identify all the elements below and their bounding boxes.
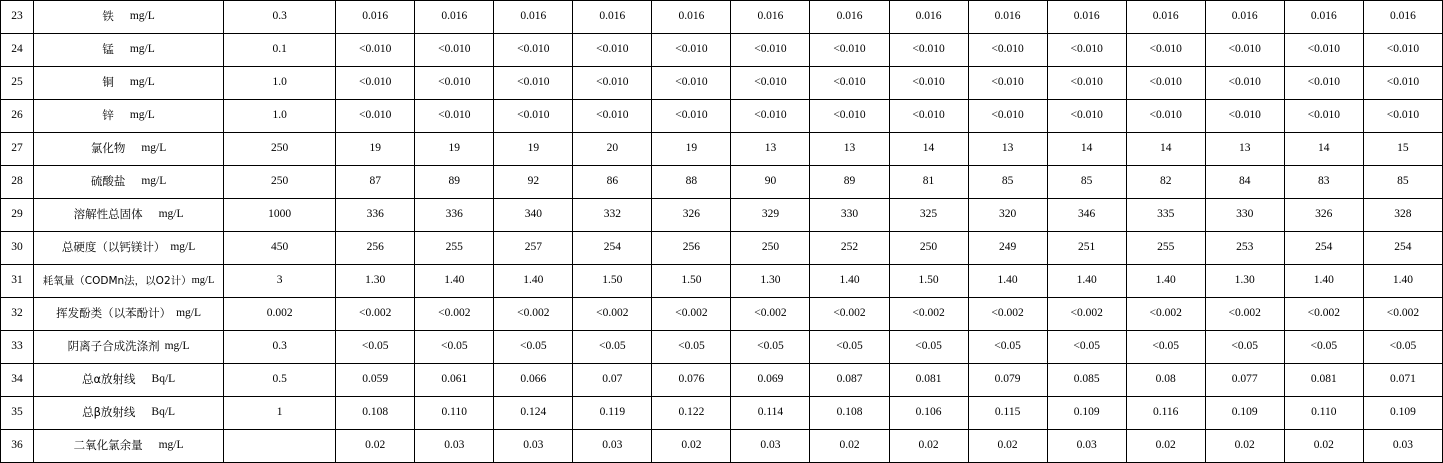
row-index-cell: 28 [1,166,34,199]
measurement-cell: 0.081 [889,364,968,397]
measurement-cell: 0.079 [968,364,1047,397]
measurement-cell: <0.002 [652,298,731,331]
measurement-cell: 256 [336,232,415,265]
measurement-cell: 335 [1126,199,1205,232]
measurement-cell: <0.05 [1047,331,1126,364]
measurement-cell: <0.05 [1284,331,1363,364]
parameter-unit: mg/L [164,340,190,353]
measurement-cell: <0.010 [731,67,810,100]
measurement-cell: 1.40 [494,265,573,298]
measurement-cell: <0.010 [1363,100,1442,133]
limit-value-cell: 0.5 [224,364,336,397]
table-row [1,100,1443,133]
measurement-cell: 0.016 [336,1,415,34]
row-index-cell: 31 [1,265,34,298]
measurement-cell: 0.108 [810,397,889,430]
measurement-cell: 89 [415,166,494,199]
measurement-cell: <0.002 [1047,298,1126,331]
measurement-cell: <0.05 [336,331,415,364]
measurement-cell: 1.40 [810,265,889,298]
measurement-cell: 0.076 [652,364,731,397]
measurement-cell: 14 [889,133,968,166]
measurement-cell: 0.03 [573,430,652,463]
measurement-cell: <0.05 [573,331,652,364]
measurement-cell: <0.010 [1047,67,1126,100]
limit-value-cell: 1.0 [224,67,336,100]
measurement-cell: 84 [1205,166,1284,199]
measurement-cell: 19 [336,133,415,166]
parameter-name: 总β放射线 [82,405,136,420]
measurement-cell: <0.002 [1205,298,1284,331]
measurement-cell: 0.016 [1205,1,1284,34]
measurement-cell: 0.066 [494,364,573,397]
measurement-cell: 0.03 [1363,430,1442,463]
table-row [1,67,1443,100]
measurement-cell: <0.010 [889,67,968,100]
measurement-cell: <0.010 [652,34,731,67]
measurement-cell: 0.124 [494,397,573,430]
measurement-cell: <0.010 [1363,67,1442,100]
measurement-cell: 1.50 [573,265,652,298]
measurement-cell: <0.010 [336,67,415,100]
parameter-unit: mg/L [191,274,215,286]
parameter-name: 锰 [102,42,114,57]
measurement-cell: 15 [1363,133,1442,166]
parameter-name: 阴离子合成洗涤剂 [67,339,160,354]
parameter-name-cell [34,100,224,133]
parameter-name-cell [34,331,224,364]
parameter-unit: mg/L [141,175,167,188]
limit-value-cell: 250 [224,133,336,166]
measurement-cell: 1.40 [1363,265,1442,298]
table-row [1,364,1443,397]
measurement-cell: 330 [810,199,889,232]
measurement-cell: 325 [889,199,968,232]
measurement-cell: 0.106 [889,397,968,430]
measurement-cell: 0.02 [652,430,731,463]
measurement-cell: <0.010 [1284,100,1363,133]
measurement-cell: 0.016 [889,1,968,34]
measurement-cell: 329 [731,199,810,232]
measurement-cell: 0.02 [968,430,1047,463]
measurement-cell: <0.010 [731,100,810,133]
table-row [1,265,1443,298]
parameter-name: 锌 [102,108,114,123]
measurement-cell: 81 [889,166,968,199]
measurement-cell: <0.010 [415,100,494,133]
measurement-cell: 254 [1284,232,1363,265]
measurement-cell: <0.010 [810,34,889,67]
limit-value-cell: 1.0 [224,100,336,133]
measurement-cell: 0.110 [415,397,494,430]
measurement-cell: 86 [573,166,652,199]
measurement-cell: 336 [336,199,415,232]
measurement-cell: <0.010 [1205,34,1284,67]
parameter-name: 耗氧量（CODMn法，以O2计） [42,274,192,287]
measurement-cell: 0.016 [573,1,652,34]
parameter-name-cell [34,232,224,265]
row-index-cell: 36 [1,430,34,463]
measurement-cell: 249 [968,232,1047,265]
measurement-cell: <0.002 [1363,298,1442,331]
measurement-cell: 87 [336,166,415,199]
measurement-cell: 1.40 [1047,265,1126,298]
parameter-name: 溶解性总固体 [73,207,143,222]
table-row [1,133,1443,166]
parameter-unit: mg/L [170,241,196,254]
measurement-cell: 0.016 [415,1,494,34]
measurement-cell: 0.03 [1047,430,1126,463]
measurement-cell: <0.002 [810,298,889,331]
measurement-cell: 0.071 [1363,364,1442,397]
measurement-cell: 1.50 [652,265,731,298]
measurement-cell: <0.002 [415,298,494,331]
row-index-cell: 26 [1,100,34,133]
measurement-cell: <0.05 [968,331,1047,364]
parameter-name-cell [34,133,224,166]
measurement-cell: 250 [889,232,968,265]
measurement-cell: <0.010 [1126,67,1205,100]
measurement-cell: <0.010 [1205,67,1284,100]
measurement-cell: 0.016 [1126,1,1205,34]
parameter-name: 铜 [102,75,114,90]
row-index-cell: 30 [1,232,34,265]
measurement-cell: 85 [1047,166,1126,199]
measurement-cell: <0.010 [1284,34,1363,67]
measurement-cell: 0.109 [1205,397,1284,430]
parameter-name-cell [34,166,224,199]
measurement-cell: 0.016 [494,1,573,34]
measurement-cell: 1.40 [1126,265,1205,298]
parameter-name-cell [34,1,224,34]
measurement-cell: 1.30 [731,265,810,298]
table-row [1,397,1443,430]
measurement-cell: 14 [1047,133,1126,166]
measurement-cell: <0.010 [494,34,573,67]
measurement-cell: 82 [1126,166,1205,199]
measurement-cell: 83 [1284,166,1363,199]
measurement-cell: <0.002 [731,298,810,331]
measurement-cell: 0.016 [652,1,731,34]
measurement-cell: 89 [810,166,889,199]
measurement-cell: <0.002 [1284,298,1363,331]
measurement-cell: <0.010 [889,34,968,67]
limit-value-cell: 250 [224,166,336,199]
measurement-cell: 0.02 [336,430,415,463]
measurement-cell: 250 [731,232,810,265]
parameter-unit: mg/L [158,208,184,221]
limit-value-cell: 0.002 [224,298,336,331]
measurement-cell: 0.119 [573,397,652,430]
measurement-cell: 1.50 [889,265,968,298]
measurement-cell: 326 [652,199,731,232]
measurement-cell: <0.05 [1205,331,1284,364]
measurement-cell: 0.07 [573,364,652,397]
measurement-cell: 0.02 [1284,430,1363,463]
measurement-cell: 1.40 [1284,265,1363,298]
measurement-cell: <0.010 [415,34,494,67]
parameter-unit: mg/L [176,307,202,320]
measurement-cell: 256 [652,232,731,265]
measurement-cell: 254 [1363,232,1442,265]
measurement-cell: 336 [415,199,494,232]
measurement-cell: 85 [968,166,1047,199]
measurement-cell: <0.05 [1126,331,1205,364]
measurement-cell: 328 [1363,199,1442,232]
measurement-cell: <0.010 [415,67,494,100]
measurement-cell: <0.05 [415,331,494,364]
parameter-name: 氯化物 [90,141,126,156]
row-index-cell: 34 [1,364,34,397]
measurement-cell: <0.010 [573,67,652,100]
parameter-name: 二氧化氯余量 [73,438,143,453]
measurement-cell: <0.010 [494,67,573,100]
measurement-cell: <0.010 [573,34,652,67]
row-index-cell: 33 [1,331,34,364]
measurement-cell: 1.40 [968,265,1047,298]
row-index-cell: 32 [1,298,34,331]
measurement-cell: 0.109 [1047,397,1126,430]
measurement-cell: <0.010 [810,100,889,133]
measurement-cell: 0.016 [731,1,810,34]
row-index-cell: 24 [1,34,34,67]
measurement-cell: 85 [1363,166,1442,199]
measurement-cell: <0.010 [810,67,889,100]
parameter-name-cell [34,34,224,67]
limit-value-cell [224,430,336,463]
limit-value-cell: 1 [224,397,336,430]
table-row [1,166,1443,199]
measurement-cell: 0.016 [1284,1,1363,34]
measurement-cell: 0.02 [1126,430,1205,463]
measurement-cell: <0.002 [968,298,1047,331]
measurement-cell: <0.05 [731,331,810,364]
parameter-name: 硫酸盐 [90,174,126,189]
parameter-unit: mg/L [129,43,155,56]
measurement-cell: 0.059 [336,364,415,397]
measurement-cell: <0.002 [889,298,968,331]
parameter-name-cell [34,265,224,298]
limit-value-cell: 0.1 [224,34,336,67]
parameter-unit: mg/L [141,142,167,155]
measurement-cell: <0.05 [494,331,573,364]
measurement-cell: <0.010 [1205,100,1284,133]
measurement-cell: 0.116 [1126,397,1205,430]
parameter-unit: mg/L [129,76,155,89]
measurement-cell: 0.115 [968,397,1047,430]
measurement-cell: 0.08 [1126,364,1205,397]
measurement-cell: 252 [810,232,889,265]
measurement-cell: 0.109 [1363,397,1442,430]
measurement-cell: 251 [1047,232,1126,265]
measurement-cell: 19 [652,133,731,166]
parameter-name-cell [34,199,224,232]
parameter-name: 总α放射线 [81,372,136,387]
measurement-cell: 0.016 [1047,1,1126,34]
measurement-cell: 0.077 [1205,364,1284,397]
measurement-cell: <0.010 [1126,100,1205,133]
table-row [1,331,1443,364]
parameter-name: 总硬度（以钙镁计） [61,240,166,255]
row-index-cell: 35 [1,397,34,430]
measurement-cell: 0.02 [889,430,968,463]
measurement-cell: 0.03 [415,430,494,463]
measurement-cell: <0.05 [652,331,731,364]
measurement-cell: 253 [1205,232,1284,265]
measurement-cell: 254 [573,232,652,265]
row-index-cell: 25 [1,67,34,100]
measurement-cell: 1.40 [415,265,494,298]
measurement-cell: <0.010 [1047,100,1126,133]
measurement-cell: 0.03 [494,430,573,463]
measurement-cell: 0.03 [731,430,810,463]
measurement-cell: 255 [1126,232,1205,265]
parameter-name-cell [34,430,224,463]
table-row [1,430,1443,463]
row-index-cell: 23 [1,1,34,34]
table-row [1,232,1443,265]
measurement-cell: <0.002 [1126,298,1205,331]
measurement-cell: <0.010 [1284,67,1363,100]
measurement-cell: 13 [1205,133,1284,166]
parameter-unit: mg/L [129,10,155,23]
measurement-cell: 0.069 [731,364,810,397]
measurement-cell: <0.010 [1126,34,1205,67]
measurement-cell: <0.010 [336,100,415,133]
measurement-cell: <0.010 [889,100,968,133]
measurement-cell: 0.087 [810,364,889,397]
parameter-unit: mg/L [158,439,184,452]
measurement-cell: 257 [494,232,573,265]
measurement-cell: 0.110 [1284,397,1363,430]
measurement-cell: 0.108 [336,397,415,430]
measurement-cell: <0.05 [889,331,968,364]
measurement-cell: <0.010 [968,34,1047,67]
measurement-cell: 13 [968,133,1047,166]
measurement-cell: 0.114 [731,397,810,430]
table-row [1,298,1443,331]
measurement-cell: <0.010 [494,100,573,133]
limit-value-cell: 450 [224,232,336,265]
measurement-cell: <0.010 [573,100,652,133]
measurement-cell: 19 [415,133,494,166]
measurement-cell: 0.081 [1284,364,1363,397]
measurement-cell: <0.05 [810,331,889,364]
measurement-cell: 330 [1205,199,1284,232]
measurement-cell: <0.010 [968,67,1047,100]
measurement-cell: 0.061 [415,364,494,397]
row-index-cell: 27 [1,133,34,166]
measurement-cell: 0.02 [1205,430,1284,463]
measurement-cell: <0.002 [573,298,652,331]
measurement-cell: <0.010 [1047,34,1126,67]
measurement-cell: 13 [731,133,810,166]
measurement-cell: 320 [968,199,1047,232]
measurement-cell: 0.02 [810,430,889,463]
measurement-cell: <0.010 [336,34,415,67]
limit-value-cell: 0.3 [224,331,336,364]
limit-value-cell: 0.3 [224,1,336,34]
parameter-unit: Bq/L [151,406,176,419]
measurement-cell: 340 [494,199,573,232]
measurement-cell: 20 [573,133,652,166]
measurement-cell: 88 [652,166,731,199]
parameter-name: 挥发酚类（以苯酚计） [56,306,172,321]
measurement-cell: <0.010 [1363,34,1442,67]
parameter-name-cell [34,67,224,100]
measurement-cell: 0.016 [810,1,889,34]
measurement-cell: 0.122 [652,397,731,430]
parameter-unit: Bq/L [151,373,176,386]
measurement-cell: <0.010 [652,67,731,100]
measurement-cell: 332 [573,199,652,232]
measurement-cell: 326 [1284,199,1363,232]
measurement-cell: <0.010 [968,100,1047,133]
measurement-cell: 92 [494,166,573,199]
measurement-cell: 14 [1126,133,1205,166]
row-index-cell: 29 [1,199,34,232]
parameter-name-cell [34,298,224,331]
measurement-cell: 1.30 [1205,265,1284,298]
measurement-cell: 346 [1047,199,1126,232]
measurement-cell: 1.30 [336,265,415,298]
table-row [1,199,1443,232]
measurement-cell: <0.002 [494,298,573,331]
table-row [1,1,1443,34]
measurement-cell: 0.016 [1363,1,1442,34]
table-row [1,34,1443,67]
parameter-name-cell [34,397,224,430]
measurement-cell: <0.05 [1363,331,1442,364]
limit-value-cell: 1000 [224,199,336,232]
measurement-cell: 255 [415,232,494,265]
measurement-cell: <0.010 [652,100,731,133]
measurement-cell: 19 [494,133,573,166]
limit-value-cell: 3 [224,265,336,298]
parameter-name: 铁 [102,9,114,24]
measurement-cell: 13 [810,133,889,166]
measurement-cell: 90 [731,166,810,199]
measurement-cell: <0.010 [731,34,810,67]
measurement-cell: 0.016 [968,1,1047,34]
parameter-name-cell [34,364,224,397]
measurement-cell: <0.002 [336,298,415,331]
measurement-cell: 0.085 [1047,364,1126,397]
measurement-cell: 14 [1284,133,1363,166]
parameter-unit: mg/L [129,109,155,122]
